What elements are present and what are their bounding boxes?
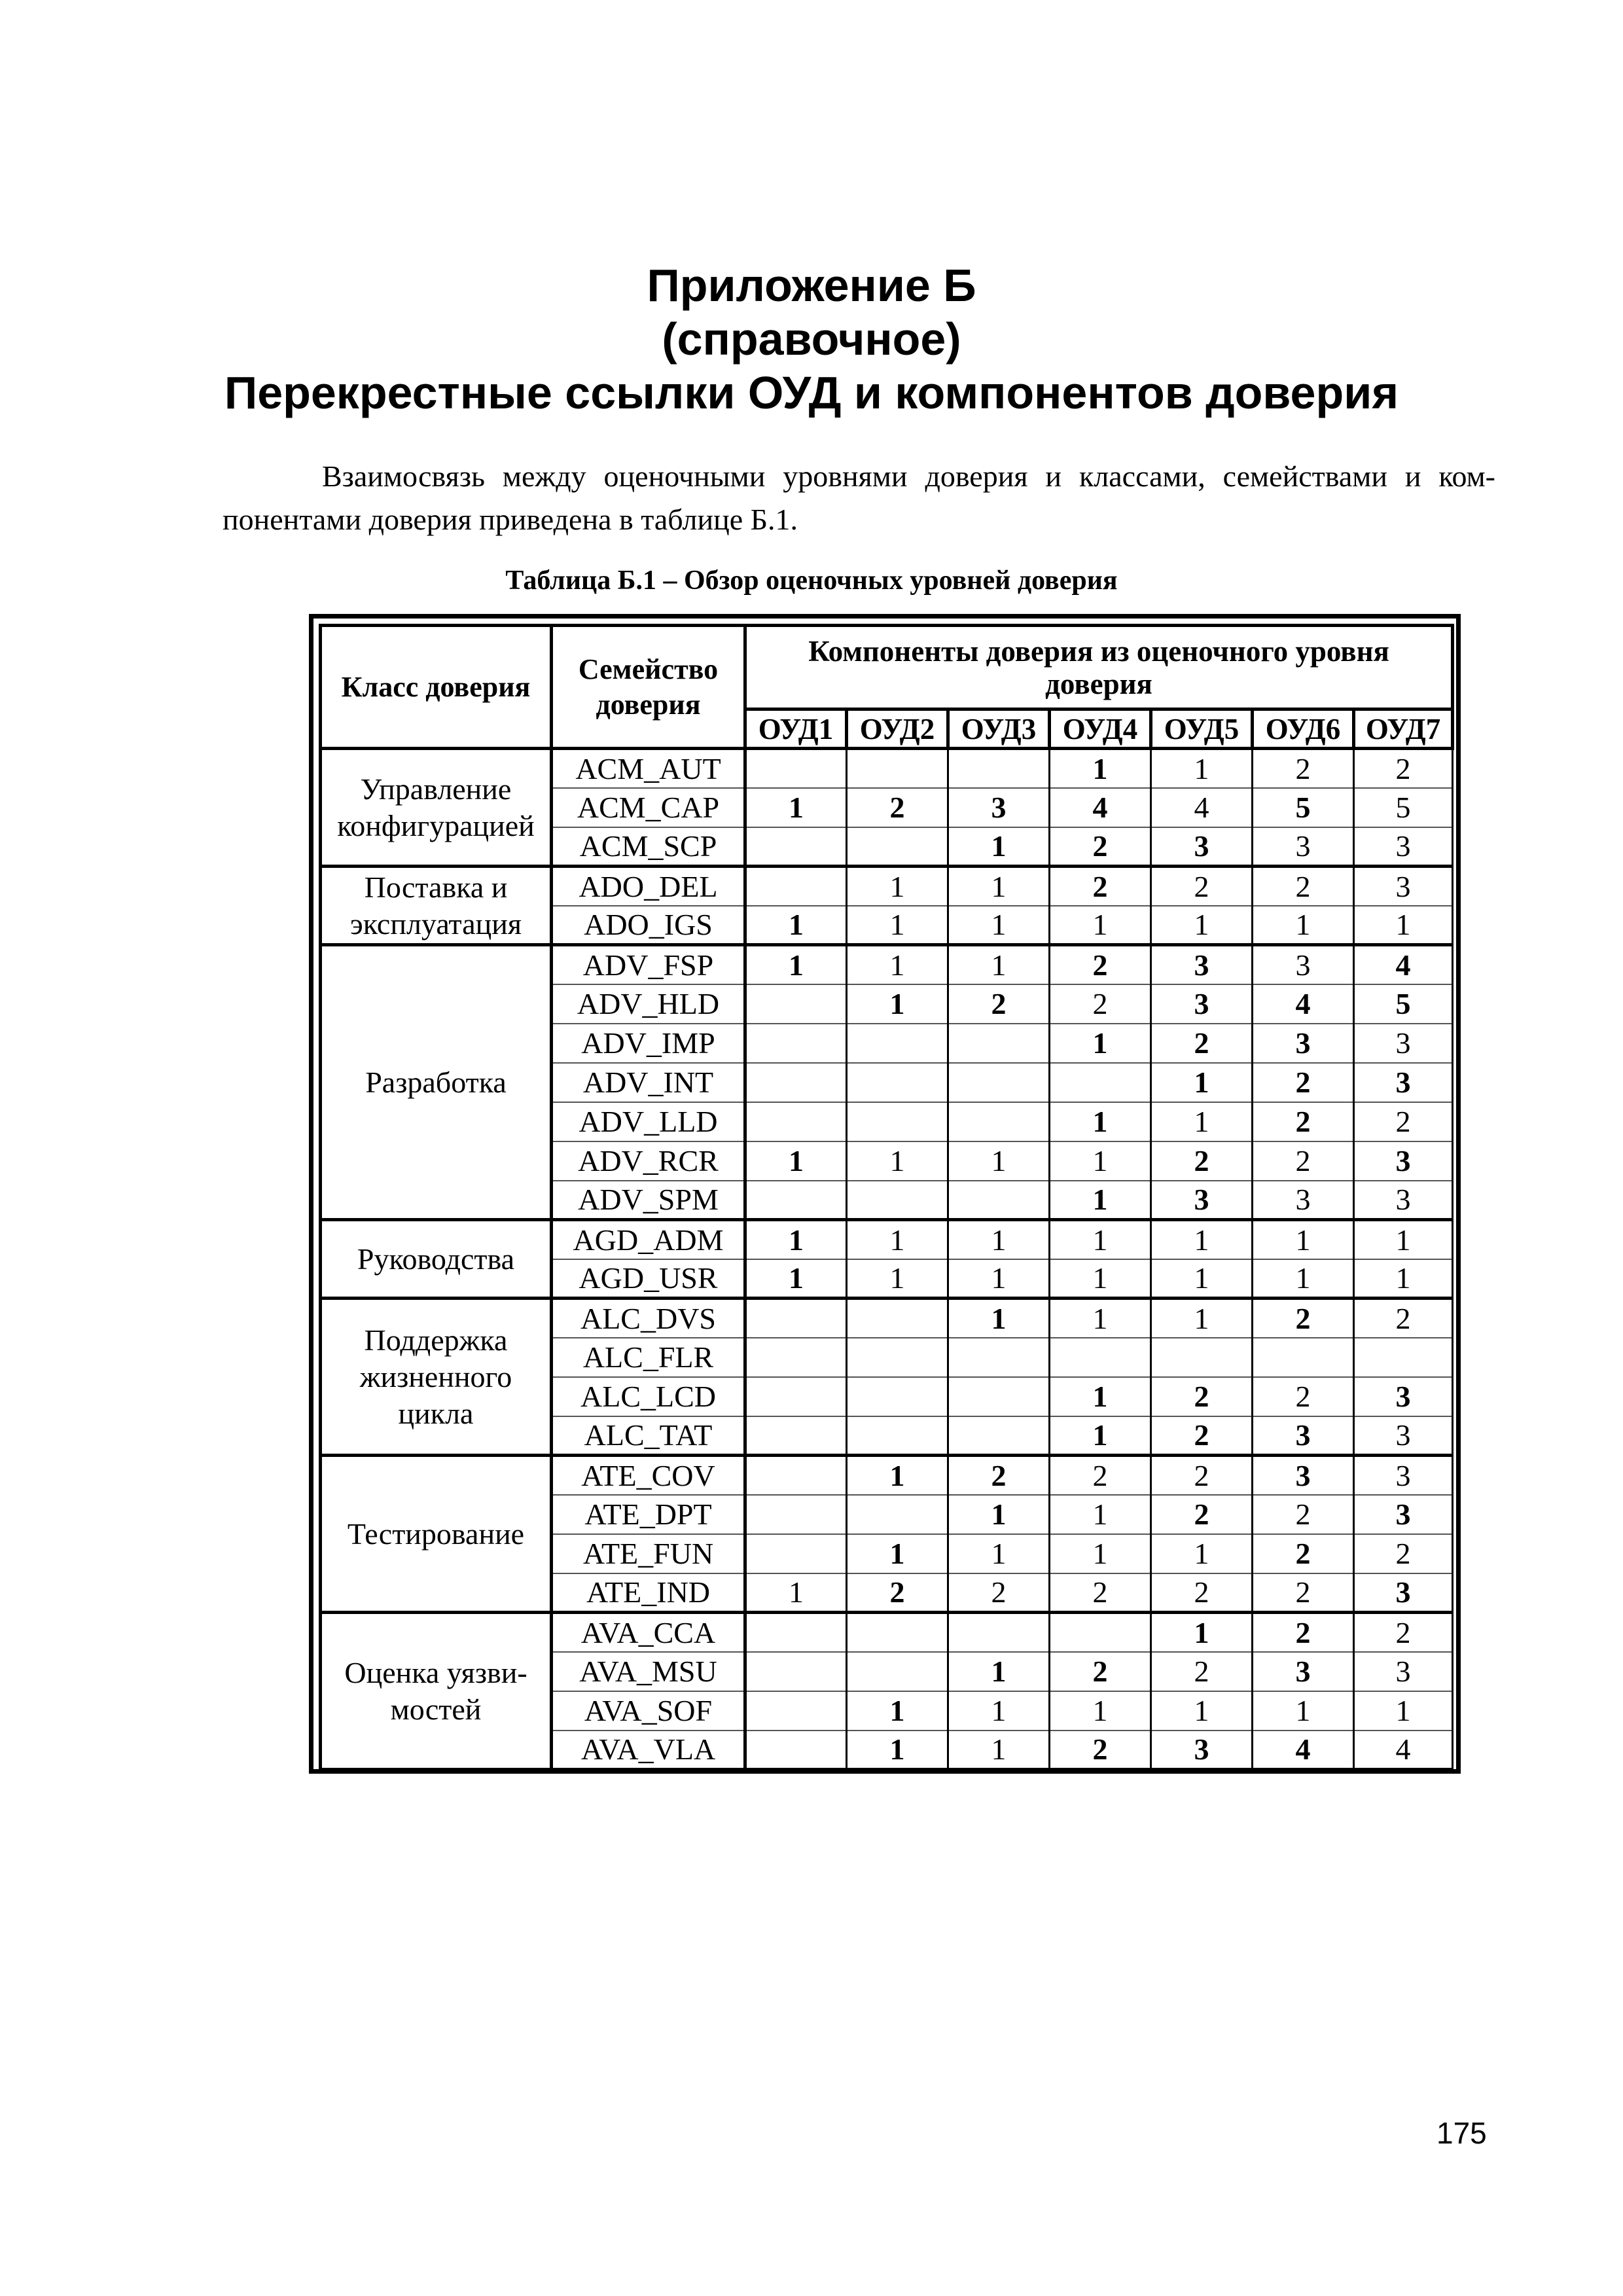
- oud4-cell: 1: [1050, 1220, 1151, 1259]
- oud5-cell: [1151, 1338, 1253, 1377]
- family-cell: AVA_MSU: [552, 1652, 745, 1691]
- oud5-cell: 2: [1151, 1024, 1253, 1063]
- family-cell: ADV_INT: [552, 1063, 745, 1102]
- oud5-cell: 1: [1151, 1299, 1253, 1338]
- oud3-cell: [948, 1416, 1050, 1456]
- oud3-cell: 1: [948, 945, 1050, 984]
- oud7-cell: 3: [1354, 867, 1453, 906]
- header-family: [552, 626, 745, 749]
- header-oud4: ОУД4: [1050, 709, 1151, 749]
- appendix-subtitle: (справочное): [662, 314, 961, 365]
- oud3-cell: [948, 749, 1050, 788]
- oud4-cell: 1: [1050, 749, 1151, 788]
- class-label-line-2: жизненного: [359, 1359, 512, 1393]
- table-row: [321, 867, 1453, 906]
- family-cell: AVA_VLA: [552, 1731, 745, 1770]
- oud1-cell: [745, 827, 847, 867]
- oud5-cell: 1: [1151, 749, 1253, 788]
- class-label-line-1: Руководства: [357, 1242, 515, 1276]
- oud2-cell: 1: [847, 1691, 948, 1731]
- oud2-cell: 1: [847, 1534, 948, 1573]
- oud2-cell: 2: [847, 1573, 948, 1613]
- oud4-cell: 2: [1050, 827, 1151, 867]
- family-cell: ATE_FUN: [552, 1534, 745, 1573]
- header-oud2: ОУД2: [847, 709, 948, 749]
- oud4-cell: [1050, 1063, 1151, 1102]
- oud3-cell: 1: [948, 1495, 1050, 1534]
- oud7-cell: 4: [1354, 1731, 1453, 1770]
- oud3-cell: 1: [948, 1299, 1050, 1338]
- oud3-cell: [948, 1181, 1050, 1220]
- oud1-cell: [745, 1024, 847, 1063]
- oud1-cell: [745, 1456, 847, 1495]
- header-oud5: ОУД5: [1151, 709, 1253, 749]
- oud2-cell: 1: [847, 1259, 948, 1299]
- oud7-cell: 3: [1354, 1652, 1453, 1691]
- table-row: [321, 1456, 1453, 1495]
- oud7-cell: 2: [1354, 1102, 1453, 1141]
- oud5-cell: 2: [1151, 1416, 1253, 1456]
- oud3-cell: [948, 1102, 1050, 1141]
- family-cell: ALC_TAT: [552, 1416, 745, 1456]
- oud5-cell: 1: [1151, 1102, 1253, 1141]
- oud7-cell: 3: [1354, 1141, 1453, 1181]
- class-label-line-1: Оценка уязви-: [344, 1655, 527, 1689]
- oud2-cell: [847, 1181, 948, 1220]
- oud1-cell: [745, 749, 847, 788]
- appendix-topic: Перекрестные ссылки ОУД и компонентов доверия: [224, 367, 1399, 418]
- oud7-cell: 3: [1354, 1181, 1453, 1220]
- oud4-cell: 2: [1050, 867, 1151, 906]
- oud1-cell: [745, 1652, 847, 1691]
- oud4-cell: 2: [1050, 1652, 1151, 1691]
- table-caption: Таблица Б.1 – Обзор оценочных уровней доверия: [505, 565, 1118, 596]
- header-oud7: ОУД7: [1354, 709, 1453, 749]
- oud7-cell: 3: [1354, 1416, 1453, 1456]
- family-cell: ADV_LLD: [552, 1102, 745, 1141]
- oud6-cell: 2: [1253, 1141, 1354, 1181]
- oud3-cell: 1: [948, 867, 1050, 906]
- header-family-line-2: доверия: [596, 688, 701, 721]
- oud6-cell: 2: [1253, 1534, 1354, 1573]
- oud6-cell: 2: [1253, 1377, 1354, 1416]
- oud3-cell: 1: [948, 1220, 1050, 1259]
- oud6-cell: 1: [1253, 1259, 1354, 1299]
- oud7-cell: 2: [1354, 1299, 1453, 1338]
- oud7-cell: 3: [1354, 1377, 1453, 1416]
- oud2-cell: [847, 1024, 948, 1063]
- oud6-cell: 1: [1253, 906, 1354, 945]
- oud6-cell: 5: [1253, 788, 1354, 827]
- oud2-cell: [847, 1338, 948, 1377]
- oud7-cell: 1: [1354, 1220, 1453, 1259]
- oud1-cell: [745, 984, 847, 1024]
- family-cell: ALC_DVS: [552, 1299, 745, 1338]
- family-cell: ADO_DEL: [552, 867, 745, 906]
- oud1-cell: [745, 1495, 847, 1534]
- oud1-cell: [745, 1691, 847, 1731]
- class-ava: [321, 1613, 552, 1770]
- page-number: 175: [1436, 2116, 1487, 2150]
- oud5-cell: 3: [1151, 1181, 1253, 1220]
- oud6-cell: 2: [1253, 1573, 1354, 1613]
- oud4-cell: 2: [1050, 1731, 1151, 1770]
- oud2-cell: [847, 827, 948, 867]
- oud7-cell: 5: [1354, 984, 1453, 1024]
- oud4-cell: 1: [1050, 1416, 1151, 1456]
- header-oud3: ОУД3: [948, 709, 1050, 749]
- class-adv: [321, 945, 552, 1220]
- family-cell: ADO_IGS: [552, 906, 745, 945]
- oud7-cell: 1: [1354, 906, 1453, 945]
- assurance-table: [319, 624, 1454, 1771]
- oud6-cell: 2: [1253, 1495, 1354, 1534]
- oud5-cell: 3: [1151, 827, 1253, 867]
- oud2-cell: 1: [847, 1220, 948, 1259]
- oud2-cell: 1: [847, 984, 948, 1024]
- oud5-cell: 3: [1151, 1731, 1253, 1770]
- oud6-cell: 1: [1253, 1691, 1354, 1731]
- family-cell: AVA_SOF: [552, 1691, 745, 1731]
- oud5-cell: 3: [1151, 945, 1253, 984]
- oud5-cell: 1: [1151, 1534, 1253, 1573]
- oud5-cell: 1: [1151, 1691, 1253, 1731]
- family-cell: ACM_CAP: [552, 788, 745, 827]
- oud2-cell: 1: [847, 906, 948, 945]
- intro-paragraph: [223, 455, 1495, 541]
- table-body: [321, 749, 1453, 1770]
- oud5-cell: 2: [1151, 1377, 1253, 1416]
- oud1-cell: 1: [745, 1220, 847, 1259]
- class-agd: [321, 1220, 552, 1299]
- oud2-cell: 1: [847, 867, 948, 906]
- oud1-cell: [745, 1377, 847, 1416]
- oud2-cell: [847, 1613, 948, 1652]
- oud6-cell: [1253, 1338, 1354, 1377]
- oud7-cell: 3: [1354, 1024, 1453, 1063]
- oud7-cell: 3: [1354, 1573, 1453, 1613]
- oud3-cell: 2: [948, 1573, 1050, 1613]
- oud5-cell: 2: [1151, 1456, 1253, 1495]
- oud3-cell: 1: [948, 827, 1050, 867]
- oud5-cell: 1: [1151, 1063, 1253, 1102]
- oud3-cell: [948, 1377, 1050, 1416]
- oud1-cell: 1: [745, 1259, 847, 1299]
- oud1-cell: [745, 1102, 847, 1141]
- oud4-cell: 1: [1050, 906, 1151, 945]
- oud2-cell: 1: [847, 945, 948, 984]
- oud1-cell: 1: [745, 788, 847, 827]
- oud5-cell: 1: [1151, 906, 1253, 945]
- header-levels: [745, 626, 1453, 709]
- oud3-cell: 1: [948, 906, 1050, 945]
- oud1-cell: [745, 1613, 847, 1652]
- oud1-cell: [745, 1731, 847, 1770]
- oud4-cell: 1: [1050, 1181, 1151, 1220]
- oud1-cell: [745, 1299, 847, 1338]
- oud7-cell: 3: [1354, 1495, 1453, 1534]
- oud4-cell: 2: [1050, 1573, 1151, 1613]
- family-cell: ADV_HLD: [552, 984, 745, 1024]
- oud7-cell: 2: [1354, 749, 1453, 788]
- oud3-cell: [948, 1613, 1050, 1652]
- oud3-cell: 2: [948, 984, 1050, 1024]
- family-cell: ADV_SPM: [552, 1181, 745, 1220]
- oud2-cell: [847, 1299, 948, 1338]
- oud5-cell: 1: [1151, 1613, 1253, 1652]
- oud1-cell: 1: [745, 945, 847, 984]
- oud4-cell: 1: [1050, 1024, 1151, 1063]
- oud7-cell: 2: [1354, 1534, 1453, 1573]
- oud6-cell: 3: [1253, 1024, 1354, 1063]
- family-cell: AGD_ADM: [552, 1220, 745, 1259]
- oud3-cell: 1: [948, 1534, 1050, 1573]
- class-ate: [321, 1456, 552, 1613]
- oud3-cell: 1: [948, 1691, 1050, 1731]
- oud5-cell: 2: [1151, 867, 1253, 906]
- family-cell: ATE_IND: [552, 1573, 745, 1613]
- intro-line-1: Взаимосвязь между оценочными уровнями доверия и классами, семействами и ком-: [322, 459, 1495, 493]
- oud5-cell: 1: [1151, 1220, 1253, 1259]
- oud7-cell: 1: [1354, 1259, 1453, 1299]
- oud6-cell: 2: [1253, 1299, 1354, 1338]
- oud1-cell: [745, 1181, 847, 1220]
- oud7-cell: 3: [1354, 827, 1453, 867]
- oud1-cell: [745, 1416, 847, 1456]
- oud3-cell: [948, 1338, 1050, 1377]
- table-frame: [309, 614, 1461, 1774]
- oud1-cell: [745, 1534, 847, 1573]
- oud7-cell: 3: [1354, 1063, 1453, 1102]
- oud4-cell: 2: [1050, 1456, 1151, 1495]
- oud5-cell: 1: [1151, 1259, 1253, 1299]
- oud2-cell: [847, 1416, 948, 1456]
- table-row: [321, 1613, 1453, 1652]
- header-levels-line-2: доверия: [1045, 667, 1152, 700]
- oud3-cell: 3: [948, 788, 1050, 827]
- oud3-cell: [948, 1063, 1050, 1102]
- header-oud1: ОУД1: [745, 709, 847, 749]
- oud5-cell: 2: [1151, 1495, 1253, 1534]
- oud6-cell: 4: [1253, 1731, 1354, 1770]
- oud2-cell: [847, 1063, 948, 1102]
- oud6-cell: 4: [1253, 984, 1354, 1024]
- family-cell: ALC_LCD: [552, 1377, 745, 1416]
- oud2-cell: 2: [847, 788, 948, 827]
- oud5-cell: 4: [1151, 788, 1253, 827]
- appendix-title: Приложение Б: [647, 260, 976, 311]
- class-label-line-3: цикла: [398, 1396, 474, 1430]
- oud1-cell: 1: [745, 1573, 847, 1613]
- table-row: [321, 1299, 1453, 1338]
- class-label-line-2: эксплуатация: [349, 906, 522, 941]
- oud4-cell: 2: [1050, 984, 1151, 1024]
- header-levels-line-1: Компоненты доверия из оценочного уровня: [808, 634, 1389, 668]
- oud4-cell: 1: [1050, 1377, 1151, 1416]
- oud6-cell: 3: [1253, 1652, 1354, 1691]
- oud4-cell: 1: [1050, 1102, 1151, 1141]
- class-label-line-1: Разработка: [365, 1065, 507, 1099]
- oud5-cell: 2: [1151, 1652, 1253, 1691]
- oud3-cell: 1: [948, 1259, 1050, 1299]
- family-cell: ADV_IMP: [552, 1024, 745, 1063]
- class-label-line-1: Поставка и: [364, 870, 508, 904]
- oud7-cell: [1354, 1338, 1453, 1377]
- oud6-cell: 3: [1253, 1416, 1354, 1456]
- oud4-cell: [1050, 1613, 1151, 1652]
- oud2-cell: 1: [847, 1731, 948, 1770]
- oud6-cell: 2: [1253, 1102, 1354, 1141]
- oud2-cell: 1: [847, 1456, 948, 1495]
- oud5-cell: 2: [1151, 1573, 1253, 1613]
- family-cell: AGD_USR: [552, 1259, 745, 1299]
- oud3-cell: 1: [948, 1731, 1050, 1770]
- oud6-cell: 3: [1253, 945, 1354, 984]
- table-row: [321, 945, 1453, 984]
- class-label-line-1: Тестирование: [347, 1516, 525, 1551]
- header-class: Класс доверия: [321, 626, 552, 749]
- oud6-cell: 2: [1253, 1613, 1354, 1652]
- class-label-line-1: Поддержка: [364, 1323, 508, 1357]
- class-acm: [321, 749, 552, 867]
- intro-line-2: понентами доверия приведена в таблице Б.1.: [223, 503, 798, 536]
- oud1-cell: [745, 867, 847, 906]
- table-row: [321, 749, 1453, 788]
- class-ado: [321, 867, 552, 945]
- oud7-cell: 4: [1354, 945, 1453, 984]
- oud3-cell: [948, 1024, 1050, 1063]
- class-label-line-1: Управление: [360, 772, 512, 806]
- oud6-cell: 3: [1253, 1456, 1354, 1495]
- oud2-cell: [847, 1377, 948, 1416]
- header-oud6: ОУД6: [1253, 709, 1354, 749]
- oud6-cell: 2: [1253, 1063, 1354, 1102]
- oud1-cell: 1: [745, 906, 847, 945]
- class-label-line-2: мостей: [390, 1692, 482, 1726]
- oud4-cell: 1: [1050, 1299, 1151, 1338]
- oud3-cell: 2: [948, 1456, 1050, 1495]
- oud1-cell: 1: [745, 1141, 847, 1181]
- oud3-cell: 1: [948, 1652, 1050, 1691]
- oud5-cell: 3: [1151, 984, 1253, 1024]
- table-row: [321, 1220, 1453, 1259]
- oud2-cell: [847, 749, 948, 788]
- family-cell: ADV_FSP: [552, 945, 745, 984]
- family-cell: ACM_SCP: [552, 827, 745, 867]
- family-cell: ADV_RCR: [552, 1141, 745, 1181]
- class-alc: [321, 1299, 552, 1456]
- oud1-cell: [745, 1338, 847, 1377]
- oud2-cell: [847, 1102, 948, 1141]
- oud2-cell: [847, 1652, 948, 1691]
- family-cell: ACM_AUT: [552, 749, 745, 788]
- oud1-cell: [745, 1063, 847, 1102]
- oud4-cell: 1: [1050, 1259, 1151, 1299]
- oud2-cell: 1: [847, 1141, 948, 1181]
- oud6-cell: 2: [1253, 867, 1354, 906]
- oud6-cell: 3: [1253, 1181, 1354, 1220]
- oud4-cell: 1: [1050, 1141, 1151, 1181]
- family-cell: ALC_FLR: [552, 1338, 745, 1377]
- oud4-cell: 1: [1050, 1495, 1151, 1534]
- oud4-cell: 1: [1050, 1534, 1151, 1573]
- oud4-cell: [1050, 1338, 1151, 1377]
- oud7-cell: 3: [1354, 1456, 1453, 1495]
- appendix-heading: [0, 259, 1623, 420]
- oud3-cell: 1: [948, 1141, 1050, 1181]
- oud7-cell: 2: [1354, 1613, 1453, 1652]
- class-label-line-2: конфигурацией: [337, 808, 535, 842]
- family-cell: ATE_DPT: [552, 1495, 745, 1534]
- family-cell: AVA_CCA: [552, 1613, 745, 1652]
- oud6-cell: 1: [1253, 1220, 1354, 1259]
- oud6-cell: 2: [1253, 749, 1354, 788]
- family-cell: ATE_COV: [552, 1456, 745, 1495]
- oud7-cell: 1: [1354, 1691, 1453, 1731]
- oud4-cell: 1: [1050, 1691, 1151, 1731]
- oud6-cell: 3: [1253, 827, 1354, 867]
- oud7-cell: 5: [1354, 788, 1453, 827]
- oud4-cell: 4: [1050, 788, 1151, 827]
- oud4-cell: 2: [1050, 945, 1151, 984]
- header-family-line-1: Семейство: [578, 653, 719, 685]
- oud5-cell: 2: [1151, 1141, 1253, 1181]
- oud2-cell: [847, 1495, 948, 1534]
